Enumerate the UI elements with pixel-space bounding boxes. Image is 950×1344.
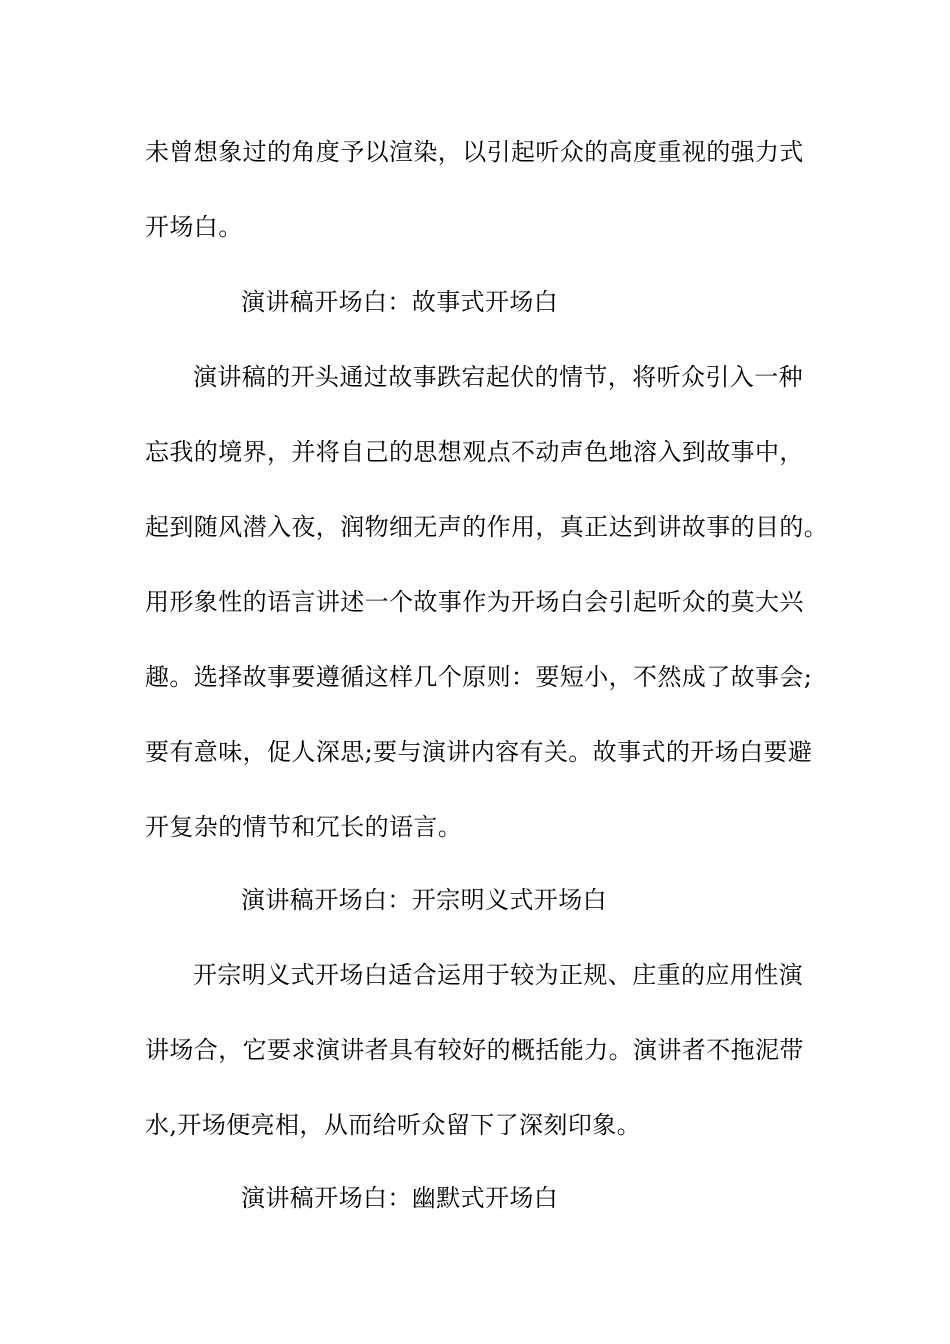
body-text-line: 用形象性的语言讲述一个故事作为开场白会引起听众的莫大兴	[145, 588, 804, 616]
section-heading-direct: 演讲稿开场白：开宗明义式开场白	[241, 886, 607, 914]
body-text-line: 水,开场便亮相，从而给听众留下了深刻印象。	[145, 1111, 642, 1139]
section-heading-humor: 演讲稿开场白：幽默式开场白	[241, 1184, 559, 1212]
body-text-line: 忘我的境界，并将自己的思想观点不动声色地溶入到故事中，	[145, 438, 804, 466]
body-text-line: 未曾想象过的角度予以渲染，以引起听众的高度重视的强力式	[145, 138, 804, 166]
paragraph-first-line: 开宗明义式开场白适合运用于较为正规、庄重的应用性演	[193, 961, 803, 989]
body-text-line: 趣。选择故事要遵循这样几个原则：要短小，不然成了故事会;	[145, 663, 813, 691]
body-text-line: 要有意味，促人深思;要与演讲内容有关。故事式的开场白要避	[145, 738, 813, 766]
body-text-line: 开场白。	[145, 213, 243, 241]
body-text-line: 起到随风潜入夜，润物细无声的作用，真正达到讲故事的目的。	[145, 513, 829, 541]
body-text-line: 讲场合，它要求演讲者具有较好的概括能力。演讲者不拖泥带	[145, 1036, 804, 1064]
section-heading-story: 演讲稿开场白：故事式开场白	[241, 288, 559, 316]
body-text-line: 开复杂的情节和冗长的语言。	[145, 813, 463, 841]
paragraph-first-line: 演讲稿的开头通过故事跌宕起伏的情节，将听众引入一种	[193, 363, 803, 391]
